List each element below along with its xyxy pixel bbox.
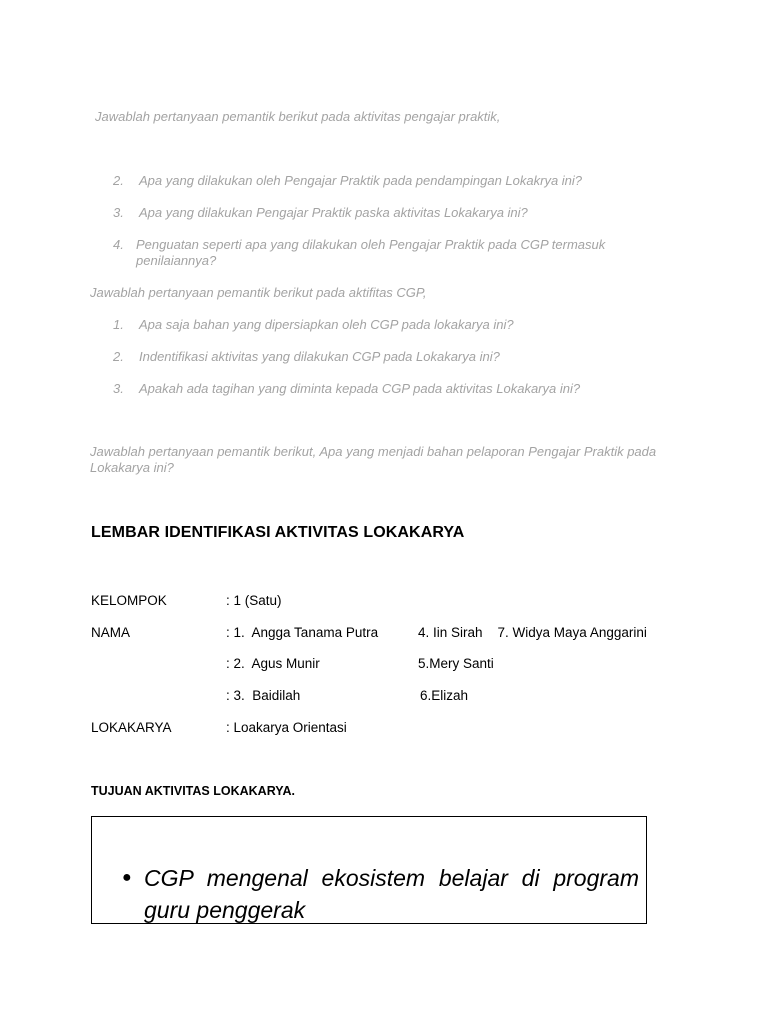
question-text: Apa yang dilakukan oleh Pengajar Praktik pada pendampingan Lokakrya ini? [139, 173, 583, 188]
tujuan-box [91, 816, 647, 924]
praktik-question-3 [113, 205, 673, 221]
cgp-question-1 [113, 317, 673, 333]
praktik-question-4 [113, 237, 653, 269]
tujuan-bullet-text: CGP mengenal ekosistem belajar di program guru penggerak [144, 865, 639, 923]
question-text: Penguatan seperti apa yang dilakukan oleh Pengajar Praktik pada CGP termasuk penilaiannya? [136, 237, 606, 268]
lokakarya-label: LOKAKARYA [91, 720, 172, 735]
kelompok-label: KELOMPOK [91, 593, 167, 608]
question-text: Apakah ada tagihan yang diminta kepada CGP pada aktivitas Lokakarya ini? [139, 381, 581, 396]
question-number: 4. [113, 237, 124, 252]
question-number: 1. [113, 317, 124, 332]
page-title: LEMBAR IDENTIFIKASI AKTIVITAS LOKAKARYA [91, 524, 465, 541]
nama-row-2-left: : 2. Agus Munir [226, 656, 320, 671]
tujuan-heading: TUJUAN AKTIVITAS LOKAKARYA. [91, 784, 295, 798]
question-number: 3. [113, 381, 124, 396]
question-number: 2. [113, 173, 124, 188]
bullet-icon: ● [122, 869, 132, 886]
question-text: Apa saja bahan yang dipersiapkan oleh CGP pada lokakarya ini? [139, 317, 514, 332]
nama-label: NAMA [91, 625, 131, 640]
nama-row-1-left: : 1. Angga Tanama Putra [226, 625, 379, 640]
tujuan-bullet-item [122, 862, 639, 926]
cgp-question-2 [113, 349, 673, 365]
praktik-question-2 [113, 173, 673, 189]
question-text: Apa yang dilakukan Pengajar Praktik paska aktivitas Lokakarya ini? [139, 205, 528, 220]
praktik-prompt: Jawablah pertanyaan pemantik berikut pada aktivitas pengajar praktik, [95, 109, 501, 124]
pelaporan-prompt: Jawablah pertanyaan pemantik berikut, Apa yang menjadi bahan pelaporan Pengajar Praktik pada Lokakarya ini? [90, 444, 657, 475]
cgp-question-3 [113, 381, 673, 397]
nama-row-2-right: 5.Mery Santi [418, 656, 494, 671]
kelompok-value: : 1 (Satu) [226, 593, 282, 608]
lokakarya-value: : Loakarya Orientasi [226, 720, 347, 735]
cgp-prompt: Jawablah pertanyaan pemantik berikut pada aktifitas CGP, [90, 285, 427, 300]
nama-row-3-right: 6.Elizah [420, 688, 469, 703]
question-text: Indentifikasi aktivitas yang dilakukan CGP pada Lokakarya ini? [139, 349, 500, 364]
question-number: 2. [113, 349, 124, 364]
question-number: 3. [113, 205, 124, 220]
nama-row-1-right: 4. Iin Sirah 7. Widya Maya Anggarini [418, 625, 647, 640]
nama-row-3-left: : 3. Baidilah [226, 688, 301, 703]
